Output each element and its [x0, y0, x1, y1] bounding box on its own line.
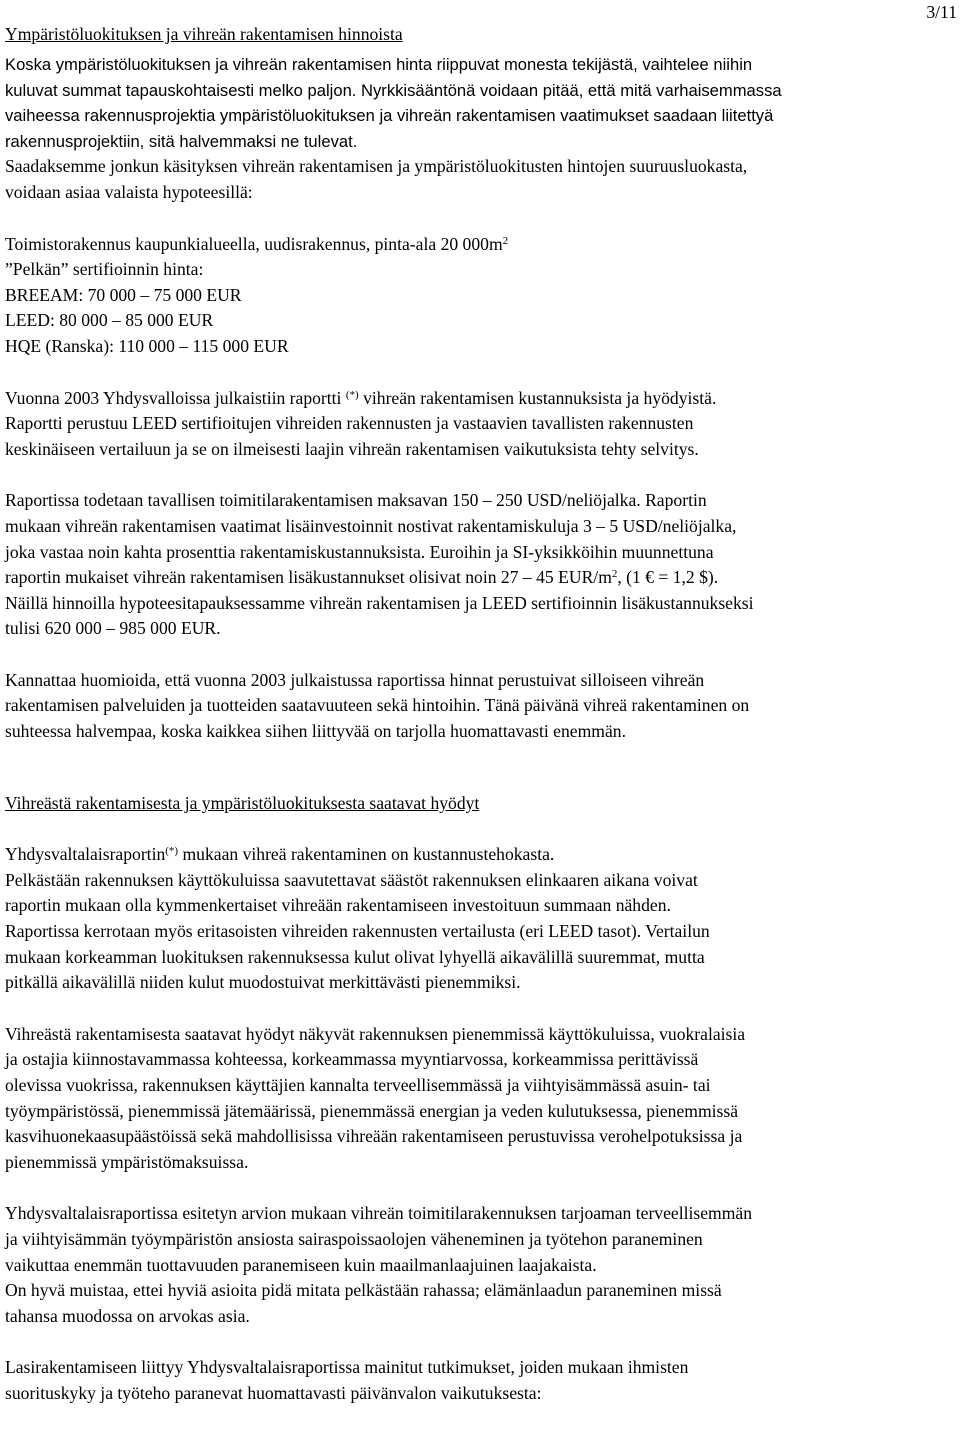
text-line: suorituskyky ja työteho paranevat huomattavasti päivänvalon vaikutuksesta: — [5, 1382, 542, 1403]
document-page — [5, 0, 957, 1407]
text-line — [5, 386, 957, 412]
leed-price: LEED: 80 000 – 85 000 EUR — [5, 310, 214, 331]
text-fragment: vihreän rakentamisen kustannuksista ja hyödyistä. — [358, 387, 717, 408]
spacer — [5, 462, 957, 488]
text-line: vaikuttaa enemmän tuottavuuden paranemiseen kuin maailmanlaajuinen laajakaista. — [5, 1254, 597, 1275]
page-header — [5, 0, 957, 52]
text-line — [5, 842, 957, 868]
text-line: työympäristössä, pienemmissä jätemäärissä, pienemmässä energian ja veden kulutuksessa, pienemmissä — [5, 1100, 739, 1121]
text-line: pienemmissä ympäristömaksuissa. — [5, 1151, 249, 1172]
text-line: Raportissa kerrotaan myös eritasoisten vihreiden rakennusten vertailusta (eri LEED tasot). Vertailun — [5, 921, 710, 942]
text-line: raportin mukaan olla kymmenkertaiset vihreään rakentamiseen investoituun summaan nähden. — [5, 895, 671, 916]
text-line — [5, 565, 957, 591]
certification-price-label: ”Pelkän” sertifioinnin hinta: — [5, 259, 204, 280]
text-line: rakentamisen palveluiden ja tuotteiden saatavuuteen sekä hintoihin. Tänä päivänä vihreä rakentaminen on — [5, 695, 750, 716]
intro-paragraph — [5, 52, 957, 154]
note-paragraph — [5, 668, 957, 745]
spacer — [5, 360, 957, 386]
text-line: kuluvat summat tapauskohtaisesti melko paljon. Nyrkkisääntönä voidaan pitää, että mitä varhaisemmassa — [5, 80, 782, 100]
hqe-price: HQE (Ranska): 110 000 – 115 000 EUR — [5, 335, 289, 356]
spacer — [5, 206, 957, 232]
text-line: voidaan asiaa valaista hypoteesillä: — [5, 181, 253, 202]
text-line: Raportti perustuu LEED sertifioitujen vihreiden rakennusten ja vastaavien tavallisten rakennusten — [5, 413, 694, 434]
report-paragraph — [5, 386, 957, 463]
text-line: Lasirakentamiseen liittyy Yhdysvaltalaisraportissa mainitut tutkimukset, joiden mukaan ihmisten — [5, 1357, 689, 1378]
spacer — [5, 816, 957, 842]
benefits-paragraph-2 — [5, 1022, 957, 1176]
text-line: Kannattaa huomioida, että vuonna 2003 julkaistussa raportissa hinnat perustuivat silloiseen vihreän — [5, 669, 705, 690]
superscript: 2 — [611, 568, 618, 581]
superscript: 2 — [502, 234, 509, 247]
text-fragment: Vuonna 2003 Yhdysvalloissa julkaistiin raportti — [5, 387, 346, 408]
text-line: pitkällä aikavälillä niiden kulut muodostuivat merkittävästi pienemmiksi. — [5, 972, 521, 993]
breeam-price: BREEAM: 70 000 – 75 000 EUR — [5, 284, 242, 305]
section-heading: Vihreästä rakentamisesta ja ympäristöluokituksesta saatavat hyödyt — [5, 792, 480, 813]
text-fragment: mukaan vihreä rakentaminen on kustannustehokasta. — [178, 844, 555, 865]
text-line: keskinäiseen vertailuun ja se on ilmeisesti laajin vihreän rakentamisen vaikutuksista tehty selvitys. — [5, 438, 699, 459]
text-line: Näillä hinnoilla hypoteesitapauksessamme vihreän rakentamisen ja LEED sertifioinnin lisäkustannukseksi — [5, 592, 754, 613]
hypothesis-paragraph — [5, 154, 957, 205]
text-line: mukaan korkeamman luokituksen rakennuksessa kulut olivat lyhyellä aikavälillä suuremmat, mutta — [5, 946, 705, 967]
footnote-marker: (*) — [345, 388, 359, 401]
spacer — [5, 642, 957, 668]
text-line: vaiheessa rakennusprojektia ympäristöluokituksen ja vihreän rakentamisen vaatimukset saadaan liitettyä — [5, 106, 774, 126]
text-line: tulisi 620 000 – 985 000 EUR. — [5, 618, 221, 639]
text-line: suhteessa halvempaa, koska kaikkea siihen liittyvää on tarjolla huomattavasti enemmän. — [5, 721, 626, 742]
example-building-text: Toimistorakennus kaupunkialueella, uudisrakennus, pinta-ala 20 000m — [5, 233, 503, 254]
text-fragment: raportin mukaiset vihreän rakentamisen lisäkustannukset olisivat noin 27 – 45 EUR/m — [5, 567, 612, 588]
text-line: On hyvä muistaa, ettei hyviä asioita pidä mitata pelkästään rahassa; elämänlaadun paraneminen missä — [5, 1280, 722, 1301]
text-line: joka vastaa noin kahta prosenttia rakentamiskustannuksista. Euroihin ja SI-yksikköihin muunnettuna — [5, 541, 714, 562]
costs-paragraph — [5, 488, 957, 642]
benefits-paragraph-1 — [5, 842, 957, 996]
page-number: 3/11 — [926, 2, 957, 22]
benefits-heading-block — [5, 791, 957, 817]
document-title: Ympäristöluokituksen ja vihreän rakentamisen hinnoista — [5, 24, 403, 44]
spacer — [5, 1175, 957, 1201]
text-line: Koska ympäristöluokituksen ja vihreän rakentamisen hinta riippuvat monesta tekijästä, vaihtelee niihin — [5, 55, 753, 74]
spacer — [5, 996, 957, 1022]
text-line: ja viihtyisämmän työympäristön ansiosta sairaspoissaolojen väheneminen ja työtehon paraneminen — [5, 1228, 703, 1249]
text-line: Vihreästä rakentamisesta saatavat hyödyt näkyvät rakennuksen pienemmissä käyttökuluissa, vuokralaisia — [5, 1023, 746, 1044]
text-line: rakennusprojektiin, sitä halvemmaksi ne tulevat. — [5, 131, 358, 151]
text-line: Saadaksemme jonkun käsityksen vihreän rakentamisen ja ympäristöluokitusten hintojen suuruusluokasta, — [5, 156, 748, 177]
text-line: Yhdysvaltalaisraportissa esitetyn arvion mukaan vihreän toimitilarakennuksen tarjoaman terveellisemmän — [5, 1203, 753, 1224]
text-line: olevissa vuokrissa, rakennuksen käyttäjien kannalta terveellisemmässä ja viihtyisämmässä asuin- tai — [5, 1075, 711, 1095]
text-line: tahansa muodossa on arvokas asia. — [5, 1305, 250, 1326]
text-line: ja ostajia kiinnostavammassa kohteessa, korkeammassa myyntiarvossa, korkeammissa perittävissä — [5, 1049, 699, 1070]
benefits-paragraph-3 — [5, 1201, 957, 1329]
text-fragment: , (1 € = 1,2 $). — [617, 567, 719, 588]
example-building-line — [5, 232, 957, 258]
text-line: Raportissa todetaan tavallisen toimitilarakentamisen maksavan 150 – 250 USD/neliöjalka. Raportin — [5, 490, 707, 511]
text-line: kasvihuonekaasupäästöissä sekä mahdollisissa vihreään rakentamiseen perustuvissa verohelpotuksissa ja — [5, 1126, 743, 1147]
footnote-marker: (*) — [165, 845, 179, 858]
spacer — [5, 1329, 957, 1355]
text-fragment: Yhdysvaltalaisraportin — [5, 844, 166, 865]
glass-paragraph — [5, 1355, 957, 1406]
example-block — [5, 232, 957, 360]
spacer — [5, 745, 957, 791]
text-line: Pelkästään rakennuksen käyttökuluissa saavutettavat säästöt rakennuksen elinkaaren aikana voivat — [5, 869, 698, 890]
text-line: mukaan vihreän rakentamisen vaatimat lisäinvestoinnit nostivat rakentamiskuluja 3 – 5 USD/neliöjalka, — [5, 515, 737, 536]
